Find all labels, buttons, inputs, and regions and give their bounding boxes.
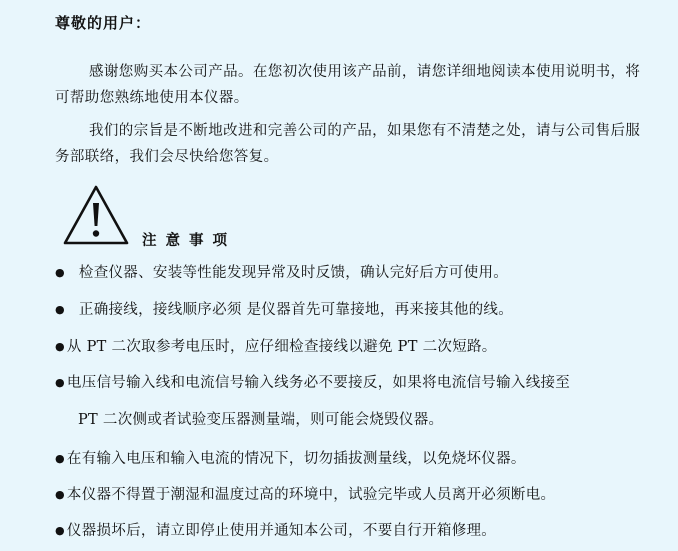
list-item-continuation [78,410,443,430]
warning-triangle-icon [62,184,130,246]
list-item-text: PT 二次侧或者试验变压器测量端，则可能会烧毁仪器。 [78,412,444,428]
bullet-icon: ● [55,303,65,316]
list-item [55,521,496,541]
list-item-text: 正确接线，接线顺序必须 是仪器首先可靠接地，再来接其他的线。 [78,302,514,318]
list-item [55,485,555,505]
notice-title: 注意事项 [142,233,236,249]
bullet-icon: ● [55,340,65,353]
list-item-text: 在有输入电压和输入电流的情况下，切勿插拔测量线，以免烧坏仪器。 [66,451,526,467]
list-item [55,449,526,469]
list-item-text: 检查仪器、安装等性能发现异常及时反馈，确认完好后方可使用。 [78,265,509,281]
mission-paragraph: 我们的宗旨是不断地改进和完善公司的产品，如果您有不清楚之处，请与公司售后服务部联络，我们会尽快给您答复。 [55,123,641,165]
list-item [55,337,497,357]
greeting-heading: 尊敬的用户： [55,14,152,32]
bullet-icon: ● [55,376,65,389]
bullet-icon: ● [55,524,65,537]
bullet-icon: ● [55,452,65,465]
intro-paragraph: 感谢您购买本公司产品。在您初次使用该产品前，请您详细地阅读本使用说明书，将可帮助您熟练地使用本仪器。 [55,64,641,106]
bullet-icon: ● [55,488,65,501]
list-item-text: 从 PT 二次取参考电压时，应仔细检查接线以避免 PT 二次短路。 [66,339,497,355]
list-item [55,300,513,320]
list-item-text: 仪器损坏后，请立即停止使用并通知本公司，不要自行开箱修理。 [66,523,497,539]
list-item [55,373,570,393]
bullet-icon: ● [55,266,65,279]
list-item-text: 电压信号输入线和电流信号输入线务必不要接反，如果将电流信号输入线接至 [66,375,571,391]
list-item [55,263,508,283]
list-item-text: 本仪器不得置于潮湿和温度过高的环境中，试验完毕或人员离开必须断电。 [66,487,556,503]
